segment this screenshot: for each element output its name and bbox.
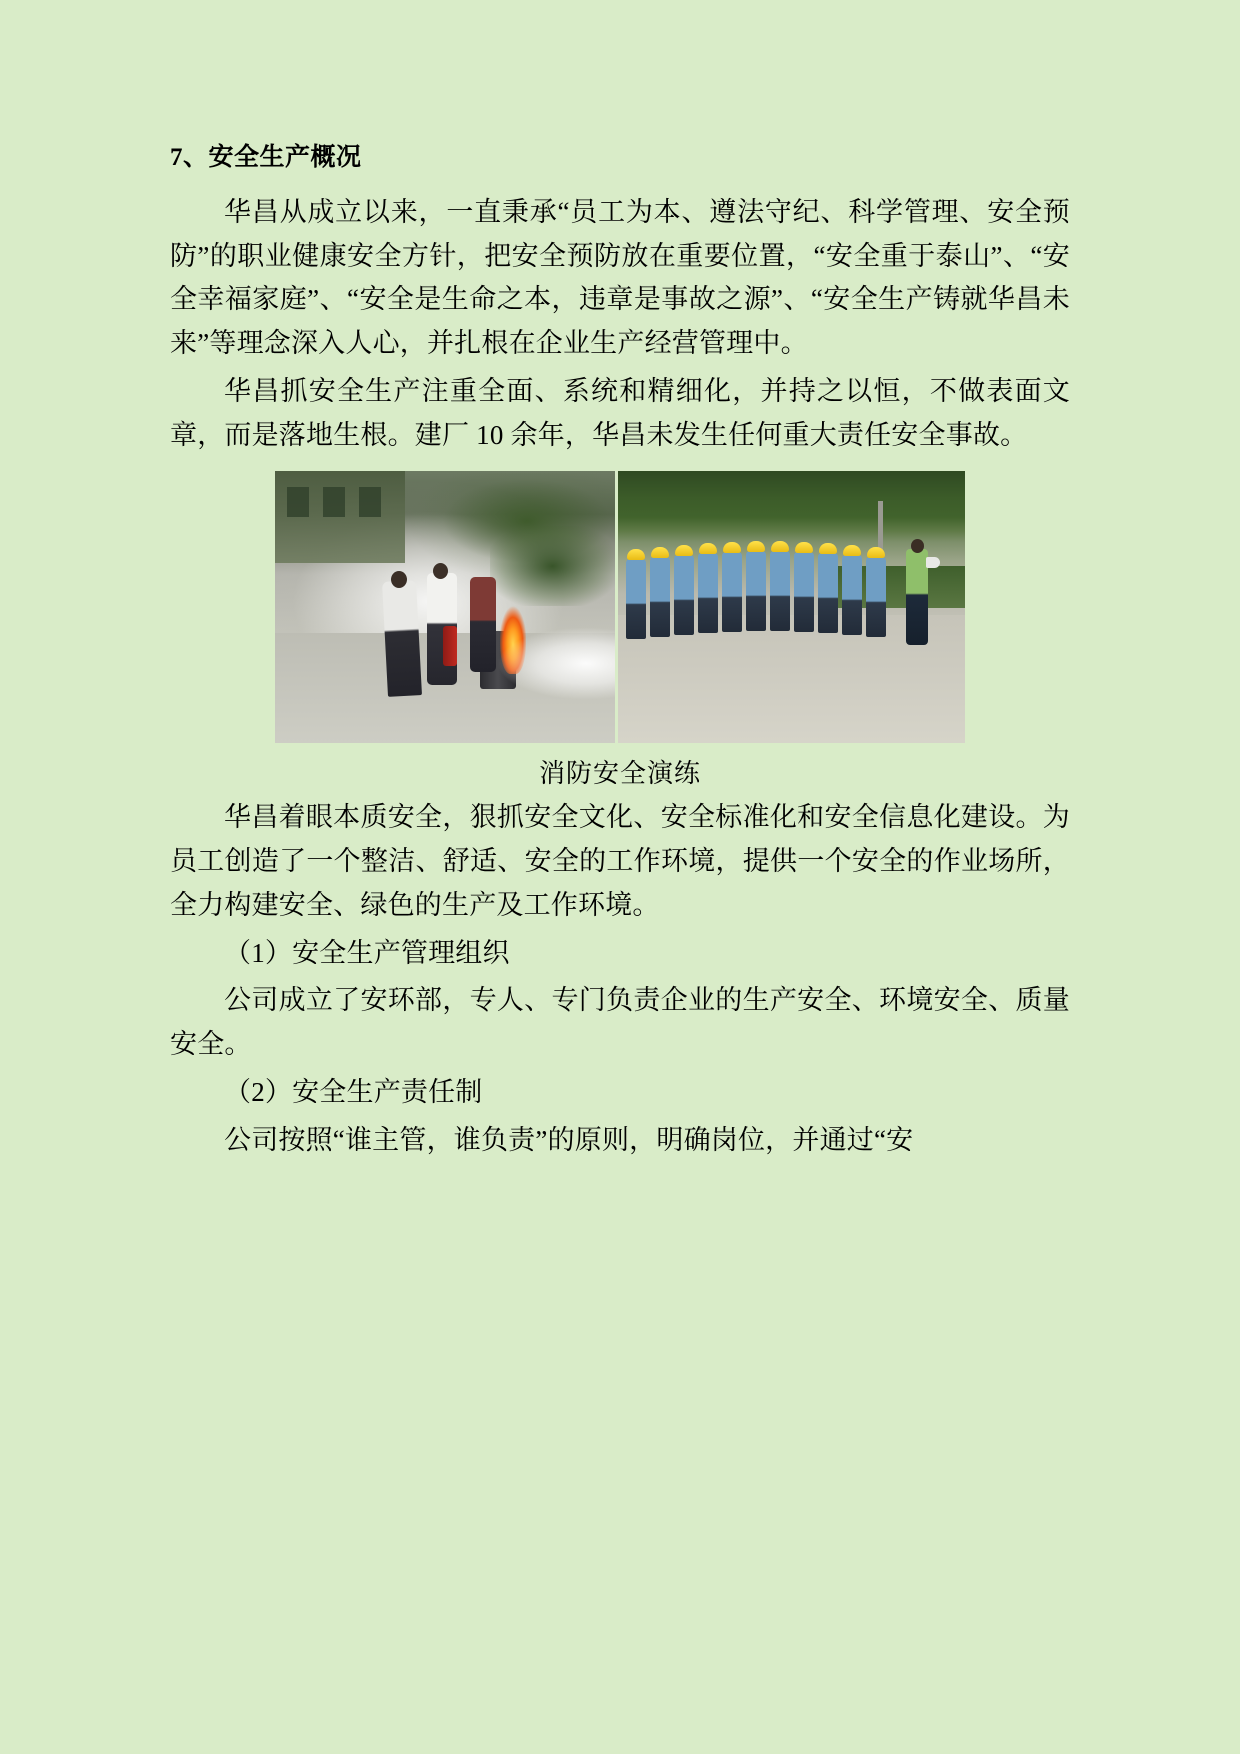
photo-helmet-shape: [627, 549, 645, 560]
paragraph-record: 华昌抓安全生产注重全面、系统和精细化，并持之以恒，不做表面文章，而是落地生根。建厂 10 余年，华昌未发生任何重大责任安全事故。: [170, 375, 1070, 450]
photo-window-shape: [359, 487, 381, 517]
photo-helmet-shape: [675, 545, 693, 556]
photo-worker-shape: [674, 555, 694, 635]
photo-worker-shape: [650, 557, 670, 637]
photo-leader-shape: [906, 549, 928, 645]
paragraph-item-1-body: 公司成立了安环部，专人、专门负责企业的生产安全、环境安全、质量安全。: [170, 985, 1070, 1060]
photo-worker-shape: [698, 553, 718, 633]
photo-helmet-shape: [723, 542, 741, 553]
megaphone-icon: [926, 557, 940, 568]
figure-fire-drill: [170, 471, 1070, 743]
photo-worker-shape: [770, 551, 790, 631]
photo-person-shape: [382, 581, 422, 698]
paragraph-safety-culture: 华昌着眼本质安全，狠抓安全文化、安全标准化和安全信息化建设。为员工创造了一个整洁、舒适、安全的工作环境，提供一个安全的作业场所，全力构建安全、绿色的生产及工作环境。: [170, 802, 1070, 920]
section-heading: 7、安全生产概况: [170, 144, 362, 171]
photo-extinguisher-drill: [275, 471, 615, 743]
photo-worker-shape: [746, 551, 766, 631]
photo-helmet-shape: [867, 547, 885, 558]
paragraph-item-2-title: （2）安全生产责任制: [224, 1076, 483, 1107]
photo-worker-shape: [842, 555, 862, 635]
photo-helmet-shape: [819, 543, 837, 554]
photo-worker-shape: [626, 559, 646, 639]
paragraph-item-1-title: （1）安全生产管理组织: [224, 937, 510, 968]
photo-worker-shape: [818, 553, 838, 633]
photo-building-shape: [275, 471, 405, 563]
photo-bush-shape: [490, 526, 615, 606]
photo-helmet-shape: [699, 543, 717, 554]
photo-helmet-shape: [651, 547, 669, 558]
photo-spray-shape: [450, 621, 615, 706]
photo-worker-shape: [866, 557, 886, 637]
paragraph-item-2-body: 公司按照“谁主管，谁负责”的原则，明确岗位，并通过“安: [224, 1124, 914, 1155]
photo-window-shape: [287, 487, 309, 517]
photo-helmet-shape: [747, 541, 765, 552]
paragraph-policy: 华昌从成立以来，一直秉承“员工为本、遵法守纪、科学管理、安全预防”的职业健康安全方针，把安全预防放在重要位置，“安全重于泰山”、“安全幸福家庭”、“安全是生命之本，违章是事故之源”、“安全生产铸就华昌未来”等理念深入人心，并扎根在企业生产经营管理中。: [170, 197, 1070, 359]
photo-worker-row: [626, 531, 896, 636]
photo-helmet-shape: [795, 542, 813, 553]
photo-window-shape: [323, 487, 345, 517]
figure-images: [275, 471, 965, 743]
photo-assembly-drill: [618, 471, 965, 743]
photo-worker-shape: [722, 552, 742, 632]
figure-caption: 消防安全演练: [538, 759, 701, 789]
photo-worker-shape: [794, 552, 814, 632]
photo-helmet-shape: [843, 545, 861, 556]
photo-helmet-shape: [771, 541, 789, 552]
